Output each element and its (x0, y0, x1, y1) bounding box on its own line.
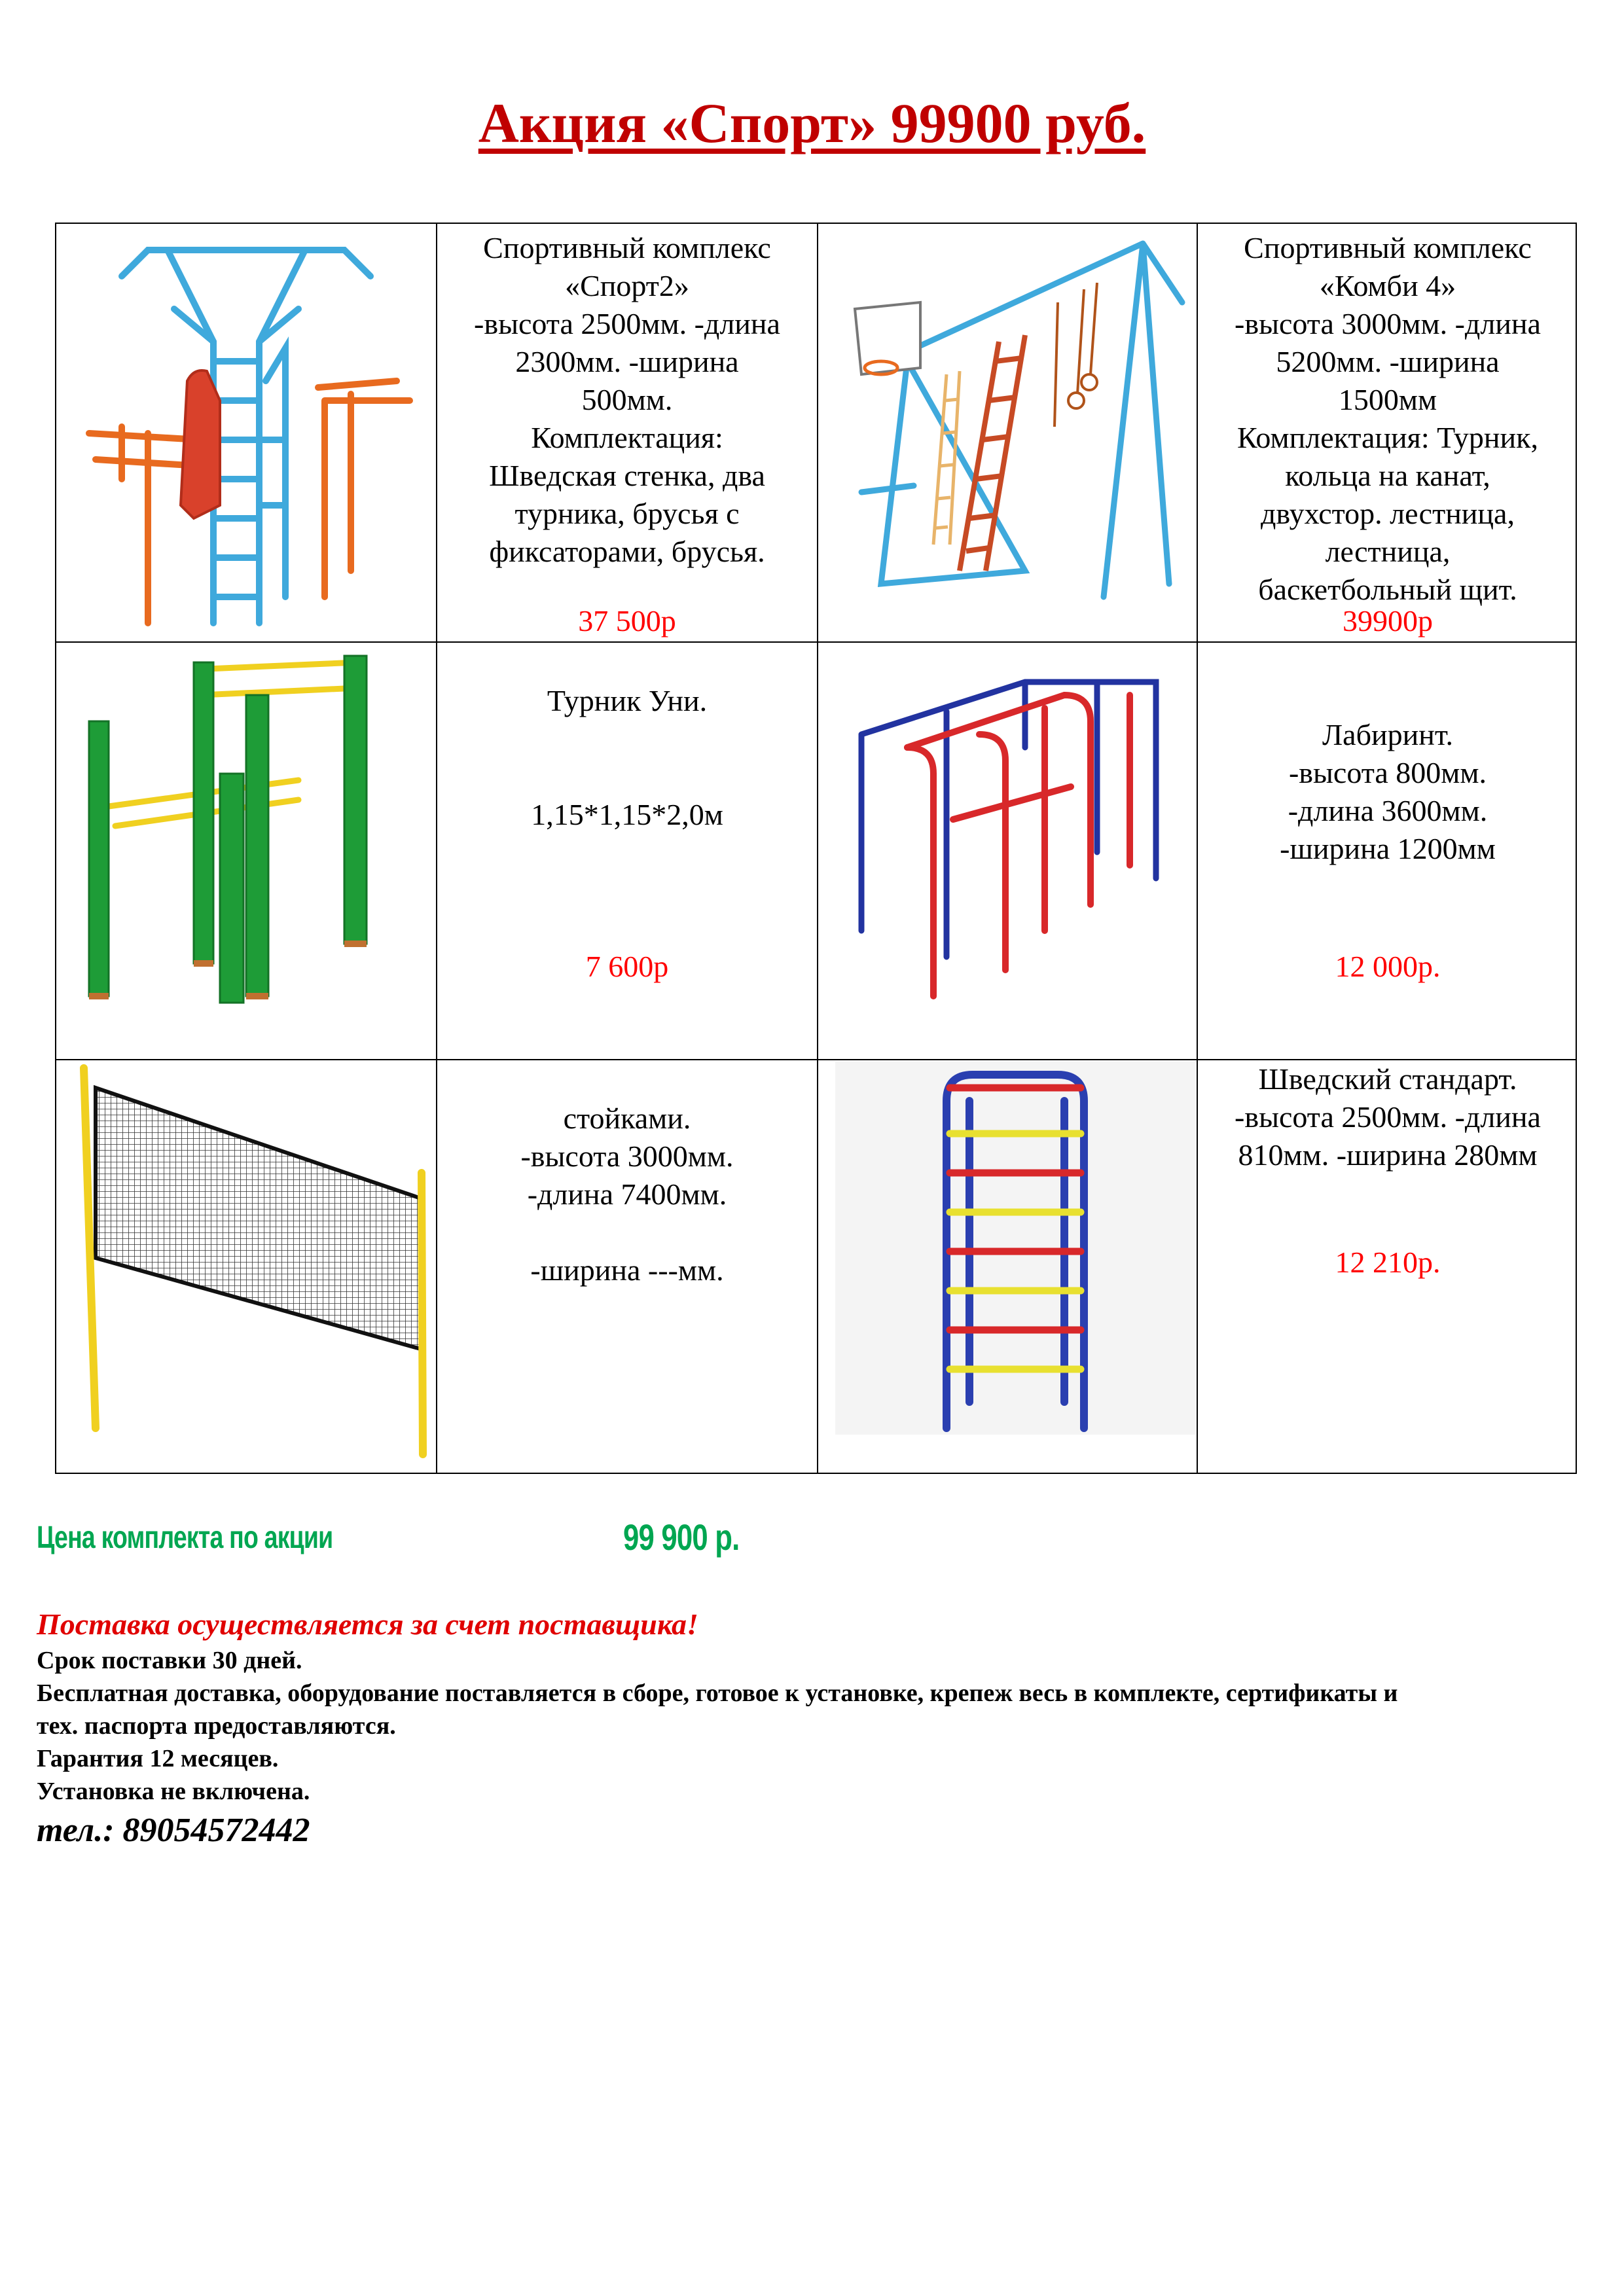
phone-number: тел.: 89054572442 (37, 1812, 310, 1849)
note-line: Срок поставки 30 дней. (37, 1647, 302, 1674)
product-price: 7 600р (585, 950, 669, 983)
sport2-complex-image (69, 230, 436, 636)
row-divider (56, 641, 1576, 643)
product-description: Лабиринт. -высота 800мм. -длина 3600мм. -ширина 1200мм (1280, 718, 1496, 865)
product-description: Спортивный комплекс «Спорт2» -высота 2500мм. -длина 2300мм. -ширина 500мм. Комплектация: Шведская стенка, два турника, брусья с фиксаторами, брусья. (474, 231, 780, 568)
delivery-notes (37, 1605, 1595, 1854)
product-price: 37 500р (578, 604, 676, 637)
delivery-headline: Поставка осуществляется за счет поставщика! (37, 1607, 698, 1641)
note-line: Бесплатная доставка, оборудование поставляется в сборе, готовое к установке, крепеж весь в комплекте, сертификаты и (37, 1679, 1398, 1707)
promo-label: Цена комплекта по акции (37, 1520, 333, 1555)
swedish-wall-image (835, 1062, 1195, 1435)
product-price: 12 210р. (1335, 1246, 1441, 1279)
kombi4-complex-image (842, 230, 1195, 636)
column-divider (817, 224, 818, 1473)
product-description: Турник Уни. 1,15*1,15*2,0м (531, 684, 723, 831)
product-description: Шведский стандарт. -высота 2500мм. -длина 810мм. -ширина 280мм (1235, 1062, 1541, 1172)
note-line: тех. паспорта предоставляются. (37, 1712, 396, 1740)
product-table (55, 223, 1577, 1474)
product-price: 12 000р. (1335, 950, 1441, 983)
note-line: Установка не включена. (37, 1778, 310, 1805)
volleyball-net-image (69, 1062, 436, 1467)
turnik-uni-image (69, 649, 436, 1055)
labyrinth-image (848, 656, 1195, 1049)
product-price: 39900р (1343, 604, 1433, 637)
note-line: Гарантия 12 месяцев. (37, 1745, 279, 1772)
product-description: стойками. -высота 3000мм. -длина 7400мм. -ширина ---мм. (520, 1102, 734, 1287)
promo-price: 99 900 р. (623, 1516, 740, 1558)
page-title: Акция «Спорт» 99900 руб. (478, 92, 1146, 154)
product-description: Спортивный комплекс «Комби 4» -высота 3000мм. -длина 5200мм. -ширина 1500мм Комплектация: Турник, кольца на канат, двухстор. лестница, лестница, баскетбольный щит. (1235, 231, 1541, 606)
